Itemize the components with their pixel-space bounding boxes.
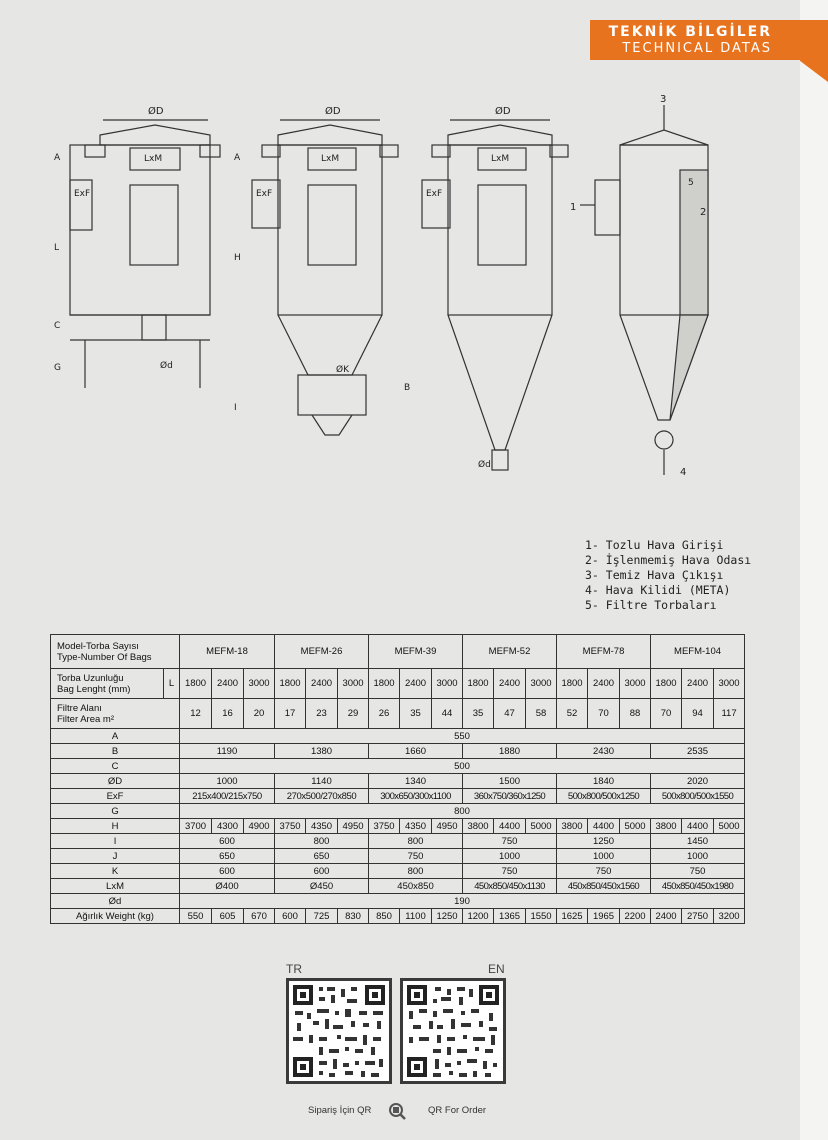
table-row-b bbox=[51, 744, 745, 759]
legend-item: 4- Hava Kilidi (META) bbox=[585, 583, 731, 597]
row-label: K bbox=[51, 864, 180, 879]
table-cell: 1800 bbox=[369, 669, 400, 699]
label-phi-d-1: ØD bbox=[148, 106, 164, 117]
table-cell: 1965 bbox=[588, 909, 620, 924]
table-cell: 3750 bbox=[275, 819, 306, 834]
table-cell: 1140 bbox=[275, 774, 369, 789]
label-i-2: I bbox=[234, 403, 237, 413]
table-cell: 450x850/450x1560 bbox=[557, 879, 651, 894]
label-exf-3: ExF bbox=[426, 189, 443, 199]
table-cell: 2020 bbox=[651, 774, 745, 789]
table-cell: 58 bbox=[526, 699, 557, 729]
table-cell: 1200 bbox=[463, 909, 494, 924]
table-row-j bbox=[51, 849, 745, 864]
label-phid-1: Ød bbox=[160, 361, 173, 371]
table-cell: 1250 bbox=[432, 909, 463, 924]
model-label-en: Type-Number Of Bags bbox=[57, 651, 152, 663]
table-cell: 35 bbox=[400, 699, 432, 729]
table-cell: 29 bbox=[338, 699, 369, 729]
qr-tr-label: TR bbox=[286, 962, 302, 976]
filter-label-tr: Filtre Alanı bbox=[57, 702, 102, 714]
legend-item: 5- Filtre Torbaları bbox=[585, 598, 717, 612]
qr-code-tr[interactable] bbox=[286, 978, 392, 1084]
row-label: B bbox=[51, 744, 180, 759]
table-cell: 2200 bbox=[620, 909, 651, 924]
table-cell: 850 bbox=[369, 909, 400, 924]
table-row-h bbox=[51, 819, 745, 834]
table-cell: 3000 bbox=[338, 669, 369, 699]
label-phid-3: Ød bbox=[478, 460, 491, 470]
label-lxm-3: LxM bbox=[491, 154, 510, 164]
model-name: MEFM-78 bbox=[557, 635, 651, 669]
bag-label-en: Bag Lenght (mm) bbox=[57, 683, 131, 695]
label-g-1: G bbox=[54, 363, 61, 373]
legend-item: 1- Tozlu Hava Girişi bbox=[585, 538, 724, 552]
label-l-1: L bbox=[54, 243, 60, 253]
table-cell: 800 bbox=[180, 804, 745, 819]
label-phi-d-2: ØD bbox=[325, 106, 341, 117]
table-row-lxm bbox=[51, 879, 745, 894]
table-cell: 1340 bbox=[369, 774, 463, 789]
table-cell: 800 bbox=[369, 864, 463, 879]
table-cell: 3000 bbox=[526, 669, 557, 699]
table-cell: 1500 bbox=[463, 774, 557, 789]
table-row-k bbox=[51, 864, 745, 879]
cell-filter-label bbox=[51, 699, 180, 729]
table-cell: 1625 bbox=[557, 909, 588, 924]
table-cell: 605 bbox=[212, 909, 244, 924]
label-exf-1: ExF bbox=[74, 189, 91, 199]
table-cell: 500 bbox=[180, 759, 745, 774]
table-cell: 1550 bbox=[526, 909, 557, 924]
model-name: MEFM-39 bbox=[369, 635, 463, 669]
model-name: MEFM-18 bbox=[180, 635, 275, 669]
table-cell: 3000 bbox=[244, 669, 275, 699]
table-cell: 650 bbox=[180, 849, 275, 864]
table-cell: 2400 bbox=[212, 669, 244, 699]
table-cell: 1365 bbox=[494, 909, 526, 924]
table-cell: 550 bbox=[180, 729, 745, 744]
label-4: 4 bbox=[680, 467, 687, 478]
table-cell: 2400 bbox=[494, 669, 526, 699]
table-cell: 1800 bbox=[463, 669, 494, 699]
table-cell: 5000 bbox=[714, 819, 745, 834]
table-cell: 2400 bbox=[651, 909, 682, 924]
technical-drawings bbox=[40, 90, 750, 490]
label-b-3: B bbox=[404, 383, 411, 393]
table-cell: 3700 bbox=[180, 819, 212, 834]
legend-item: 3- Temiz Hava Çıkışı bbox=[585, 568, 724, 582]
qr-footer-en: QR For Order bbox=[428, 1105, 487, 1116]
table-cell: 1800 bbox=[275, 669, 306, 699]
table-cell: 4400 bbox=[494, 819, 526, 834]
row-label: H bbox=[51, 819, 180, 834]
table-cell: 3000 bbox=[714, 669, 745, 699]
table-cell: 117 bbox=[714, 699, 745, 729]
table-cell: 44 bbox=[432, 699, 463, 729]
table-cell: 1800 bbox=[651, 669, 682, 699]
table-cell: 1000 bbox=[180, 774, 275, 789]
label-5: 5 bbox=[688, 178, 694, 188]
qr-scan-icon bbox=[388, 1102, 406, 1120]
table-cell: 88 bbox=[620, 699, 651, 729]
table-cell: 2400 bbox=[682, 669, 714, 699]
table-row-i bbox=[51, 834, 745, 849]
table-cell: 500x800/500x1550 bbox=[651, 789, 745, 804]
model-name: MEFM-26 bbox=[275, 635, 369, 669]
row-label: C bbox=[51, 759, 180, 774]
table-cell: 670 bbox=[244, 909, 275, 924]
model-name: MEFM-52 bbox=[463, 635, 557, 669]
legend bbox=[585, 538, 751, 613]
spec-table bbox=[50, 634, 745, 924]
table-cell: 17 bbox=[275, 699, 306, 729]
table-cell: 2430 bbox=[557, 744, 651, 759]
table-cell: 1000 bbox=[557, 849, 651, 864]
table-cell: 3800 bbox=[463, 819, 494, 834]
table-cell: 1190 bbox=[180, 744, 275, 759]
label-lxm-1: LxM bbox=[144, 154, 163, 164]
table-row-exf bbox=[51, 789, 745, 804]
table-cell: 4950 bbox=[338, 819, 369, 834]
table-cell: 750 bbox=[463, 834, 557, 849]
table-cell: 1000 bbox=[651, 849, 745, 864]
cell-bag-label bbox=[51, 669, 164, 699]
label-phik-2: ØK bbox=[336, 365, 349, 375]
table-cell: 2400 bbox=[400, 669, 432, 699]
table-cell: 1000 bbox=[463, 849, 557, 864]
table-cell: 550 bbox=[180, 909, 212, 924]
table-cell: 5000 bbox=[526, 819, 557, 834]
table-cell: 1380 bbox=[275, 744, 369, 759]
table-row-c bbox=[51, 759, 745, 774]
table-row-phid bbox=[51, 774, 745, 789]
table-cell: 3000 bbox=[432, 669, 463, 699]
table-row-g bbox=[51, 804, 745, 819]
drawing-model-2 bbox=[234, 105, 398, 435]
table-cell: Ø400 bbox=[180, 879, 275, 894]
table-cell: 270x500/270x850 bbox=[275, 789, 369, 804]
table-cell: 1100 bbox=[400, 909, 432, 924]
table-cell: 52 bbox=[557, 699, 588, 729]
bag-label-tr: Torba Uzunluğu bbox=[57, 672, 124, 684]
table-cell: 1660 bbox=[369, 744, 463, 759]
row-label: J bbox=[51, 849, 180, 864]
table-cell: 2750 bbox=[682, 909, 714, 924]
cell-model-label bbox=[51, 635, 180, 669]
table-cell: 750 bbox=[369, 849, 463, 864]
table-cell: 16 bbox=[212, 699, 244, 729]
table-row-filter-area bbox=[51, 699, 745, 729]
table-cell: 26 bbox=[369, 699, 400, 729]
table-cell: 2535 bbox=[651, 744, 745, 759]
table-cell: 20 bbox=[244, 699, 275, 729]
label-lxm-2: LxM bbox=[321, 154, 340, 164]
table-cell: 94 bbox=[682, 699, 714, 729]
table-cell: 500x800/500x1250 bbox=[557, 789, 651, 804]
row-label: I bbox=[51, 834, 180, 849]
label-a-2: A bbox=[234, 153, 241, 163]
table-cell: 70 bbox=[651, 699, 682, 729]
table-cell: 3750 bbox=[369, 819, 400, 834]
table-cell: 23 bbox=[306, 699, 338, 729]
label-exf-2: ExF bbox=[256, 189, 273, 199]
table-cell: 5000 bbox=[620, 819, 651, 834]
table-cell: 3200 bbox=[714, 909, 745, 924]
table-cell: 650 bbox=[275, 849, 369, 864]
table-cell: 4400 bbox=[588, 819, 620, 834]
table-cell: 4400 bbox=[682, 819, 714, 834]
table-cell: 12 bbox=[180, 699, 212, 729]
table-cell: 300x650/300x1100 bbox=[369, 789, 463, 804]
table-cell: 4300 bbox=[212, 819, 244, 834]
row-label: A bbox=[51, 729, 180, 744]
table-cell: 4350 bbox=[306, 819, 338, 834]
table-row-phid-small bbox=[51, 894, 745, 909]
drawing-section bbox=[570, 94, 708, 478]
table-row-bag-length bbox=[51, 669, 745, 699]
table-cell: 70 bbox=[588, 699, 620, 729]
sidebar-strip bbox=[800, 0, 828, 1140]
row-label: ØD bbox=[51, 774, 180, 789]
bag-unit: L bbox=[164, 669, 180, 699]
table-cell: 1450 bbox=[651, 834, 745, 849]
label-2: 2 bbox=[700, 207, 707, 218]
table-cell: 600 bbox=[275, 909, 306, 924]
label-c-1: C bbox=[54, 321, 61, 331]
legend-item: 2- İşlenmemiş Hava Odası bbox=[585, 553, 752, 567]
table-row-model bbox=[51, 635, 745, 669]
qr-en-label: EN bbox=[488, 962, 505, 976]
table-cell: 600 bbox=[275, 864, 369, 879]
row-label: ExF bbox=[51, 789, 180, 804]
table-cell: 1880 bbox=[463, 744, 557, 759]
table-cell: 450x850/450x1130 bbox=[463, 879, 557, 894]
model-name: MEFM-104 bbox=[651, 635, 745, 669]
banner-title-en: TECHNICAL DATAS bbox=[622, 41, 772, 56]
label-3: 3 bbox=[660, 94, 667, 105]
table-cell: 4350 bbox=[400, 819, 432, 834]
table-cell: 1840 bbox=[557, 774, 651, 789]
table-cell: 215x400/215x750 bbox=[180, 789, 275, 804]
drawing-model-1 bbox=[54, 105, 220, 388]
row-label: LxM bbox=[51, 879, 180, 894]
table-cell: 800 bbox=[369, 834, 463, 849]
table-cell: 1800 bbox=[557, 669, 588, 699]
table-cell: 4900 bbox=[244, 819, 275, 834]
table-cell: 725 bbox=[306, 909, 338, 924]
label-1: 1 bbox=[570, 202, 577, 213]
table-cell: 750 bbox=[557, 864, 651, 879]
table-cell: 360x750/360x1250 bbox=[463, 789, 557, 804]
table-cell: 750 bbox=[463, 864, 557, 879]
label-h-2: H bbox=[234, 253, 241, 263]
table-cell: 750 bbox=[651, 864, 745, 879]
table-cell: 2400 bbox=[588, 669, 620, 699]
table-cell: 450x850 bbox=[369, 879, 463, 894]
label-a-1: A bbox=[54, 153, 61, 163]
table-cell: 35 bbox=[463, 699, 494, 729]
table-cell: 47 bbox=[494, 699, 526, 729]
table-row-a bbox=[51, 729, 745, 744]
table-cell: Ø450 bbox=[275, 879, 369, 894]
row-label: Ød bbox=[51, 894, 180, 909]
label-phi-d-3: ØD bbox=[495, 106, 511, 117]
table-cell: 830 bbox=[338, 909, 369, 924]
section-banner bbox=[590, 20, 800, 60]
row-label: G bbox=[51, 804, 180, 819]
banner-title-tr: TEKNİK BİLGİLER bbox=[608, 24, 772, 40]
filter-label-en: Filter Area m² bbox=[57, 713, 115, 725]
table-cell: 800 bbox=[275, 834, 369, 849]
table-row-weight bbox=[51, 909, 745, 924]
qr-code-en[interactable] bbox=[400, 978, 506, 1084]
table-cell: 3800 bbox=[651, 819, 682, 834]
row-label: Ağırlık Weight (kg) bbox=[51, 909, 180, 924]
table-cell: 600 bbox=[180, 834, 275, 849]
drawing-model-3 bbox=[404, 105, 568, 470]
table-cell: 3800 bbox=[557, 819, 588, 834]
table-cell: 190 bbox=[180, 894, 745, 909]
model-label-tr: Model-Torba Sayısı bbox=[57, 640, 139, 652]
table-cell: 3000 bbox=[620, 669, 651, 699]
qr-footer-tr: Sipariş İçin QR bbox=[308, 1105, 372, 1116]
table-cell: 450x850/450x1980 bbox=[651, 879, 745, 894]
table-cell: 2400 bbox=[306, 669, 338, 699]
table-cell: 600 bbox=[180, 864, 275, 879]
table-cell: 1250 bbox=[557, 834, 651, 849]
table-cell: 1800 bbox=[180, 669, 212, 699]
table-cell: 4950 bbox=[432, 819, 463, 834]
